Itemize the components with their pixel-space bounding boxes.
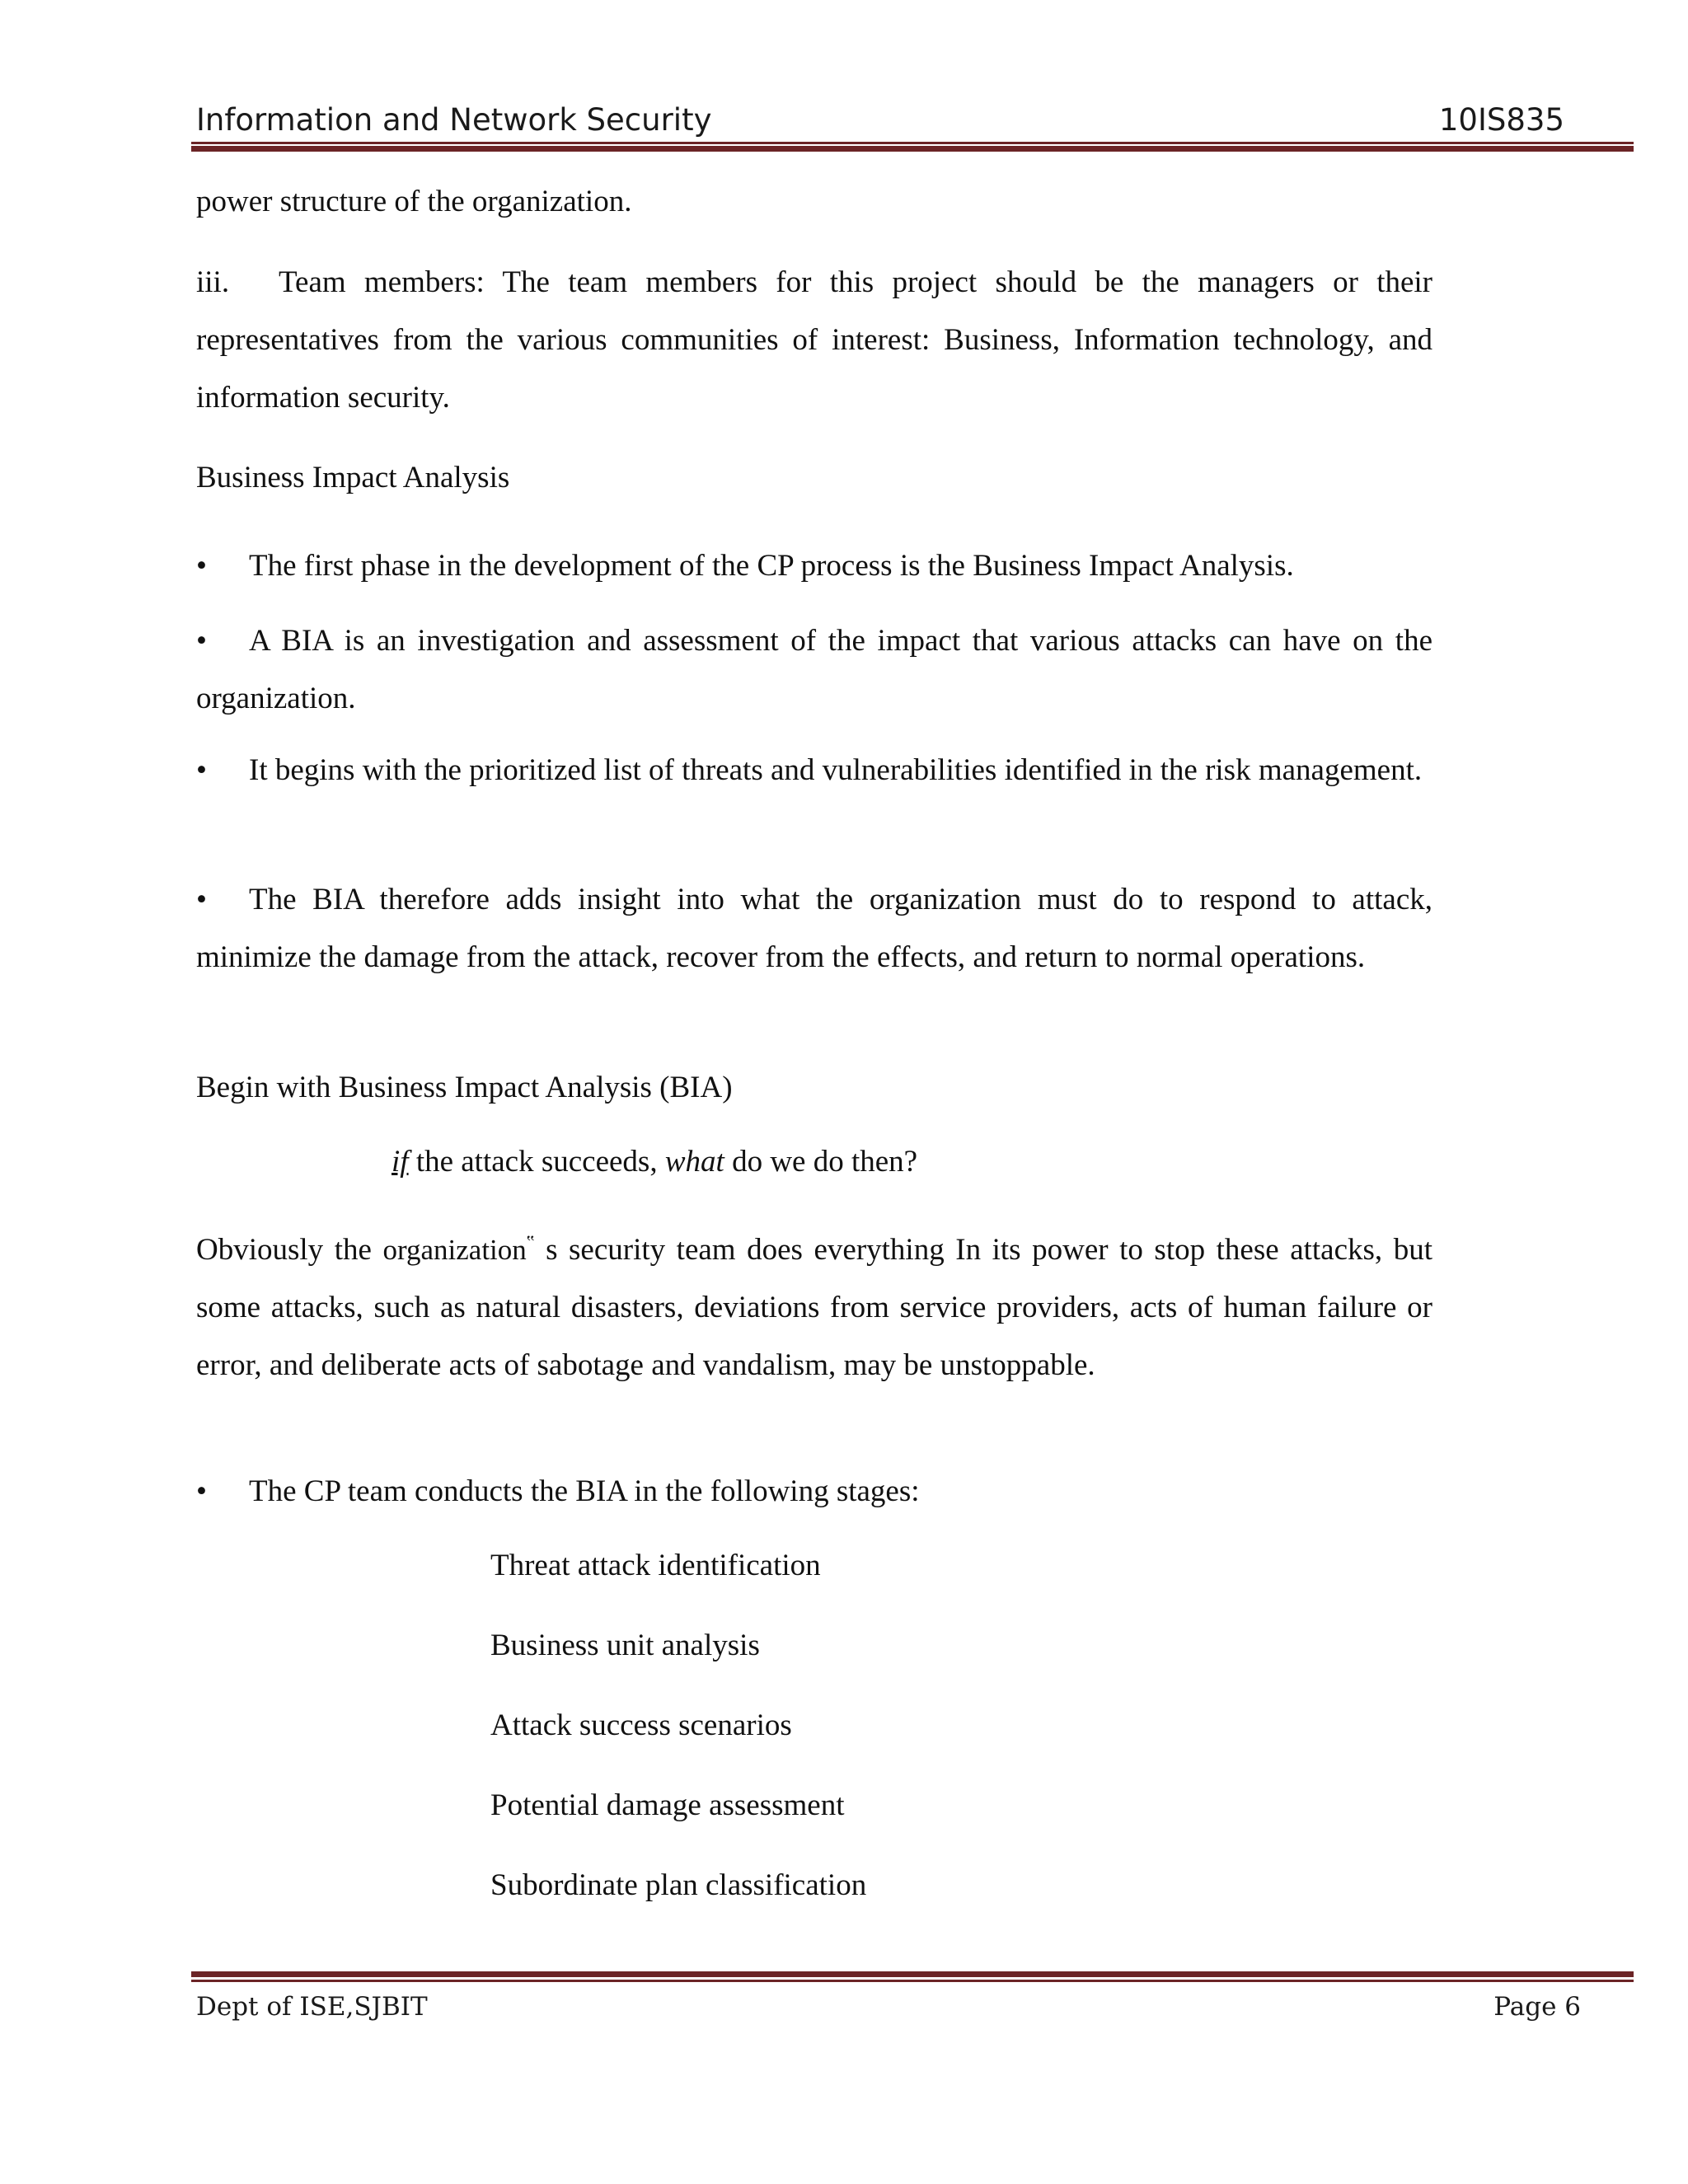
section-heading: Business Impact Analysis <box>196 461 510 494</box>
header-rule-thick <box>191 146 1634 152</box>
footer-rule-thin <box>191 1980 1634 1982</box>
bullet-icon: • <box>196 883 207 916</box>
footer-department: Dept of ISE,SJBIT <box>196 1992 428 2022</box>
question-mid: the attack succeeds, <box>408 1145 665 1179</box>
bullet-icon: • <box>196 624 207 658</box>
bullet-text: It begins with the prioritized list of threats and vulnerabilities identified in the risk management. <box>249 753 1423 787</box>
stages-intro-text: The CP team conducts the BIA in the following stages: <box>249 1474 920 1508</box>
bullet-text: The first phase in the development of the CP process is the Business Impact Analysis. <box>249 549 1294 583</box>
stages-intro-bullet <box>196 1463 1432 1521</box>
item-label: iii. <box>196 265 230 299</box>
stage-item: Threat attack identification <box>490 1549 821 1582</box>
stage-item: Attack success scenarios <box>490 1708 792 1742</box>
obviously-start: Obviously the <box>196 1233 383 1267</box>
obviously-paragraph <box>196 1213 1432 1394</box>
team-members-item <box>196 254 1432 427</box>
stage-item: Business unit analysis <box>490 1629 760 1662</box>
page-footer <box>196 1986 1581 2027</box>
bullet-text: A BIA is an investigation and assessment of the impact that various attacks can have on the organization. <box>196 624 1432 715</box>
bullet-item <box>196 871 1432 987</box>
bullet-icon: • <box>196 1474 207 1508</box>
obviously-organization: organization <box>382 1234 527 1266</box>
bullet-text: The BIA therefore adds insight into what the organization must do to respond to attack, minimize the damage from the attack, recover from the effects, and return to normal operations. <box>196 883 1432 974</box>
begin-bia-line: Begin with Business Impact Analysis (BIA) <box>196 1071 733 1104</box>
bia-question <box>392 1133 917 1191</box>
stage-item: Subordinate plan classification <box>490 1868 867 1902</box>
footer-rule-thick <box>191 1971 1634 1977</box>
stage-item: Potential damage assessment <box>490 1788 845 1822</box>
team-members-text: Team members: The team members for this project should be the managers or their representatives from the various communities of interest: Business, Information technology, and information security. <box>196 265 1432 415</box>
question-if: if <box>392 1145 409 1179</box>
bullet-icon: • <box>196 549 207 583</box>
bullet-item <box>196 742 1432 799</box>
header-rule-thin <box>191 142 1634 144</box>
footer-page-number: Page 6 <box>1493 1992 1581 2022</box>
bullet-item <box>196 612 1432 728</box>
page-header <box>196 97 1564 143</box>
continuation-text: power structure of the organization. <box>196 185 632 218</box>
bullet-item <box>196 537 1432 595</box>
obviously-rest: s security team does everything In its power to stop these attacks, but some attacks, such as natural disasters, deviations from service providers, acts of human failure or error, and deliberate acts of sabotage and vandalism, may be unstoppable. <box>196 1233 1432 1382</box>
question-what: what <box>664 1145 724 1179</box>
obviously-mark: ‟ <box>526 1231 535 1252</box>
header-course-code: 10IS835 <box>1438 102 1564 138</box>
header-title: Information and Network Security <box>196 102 712 138</box>
bullet-icon: • <box>196 753 207 787</box>
question-end: do we do then? <box>724 1145 918 1179</box>
